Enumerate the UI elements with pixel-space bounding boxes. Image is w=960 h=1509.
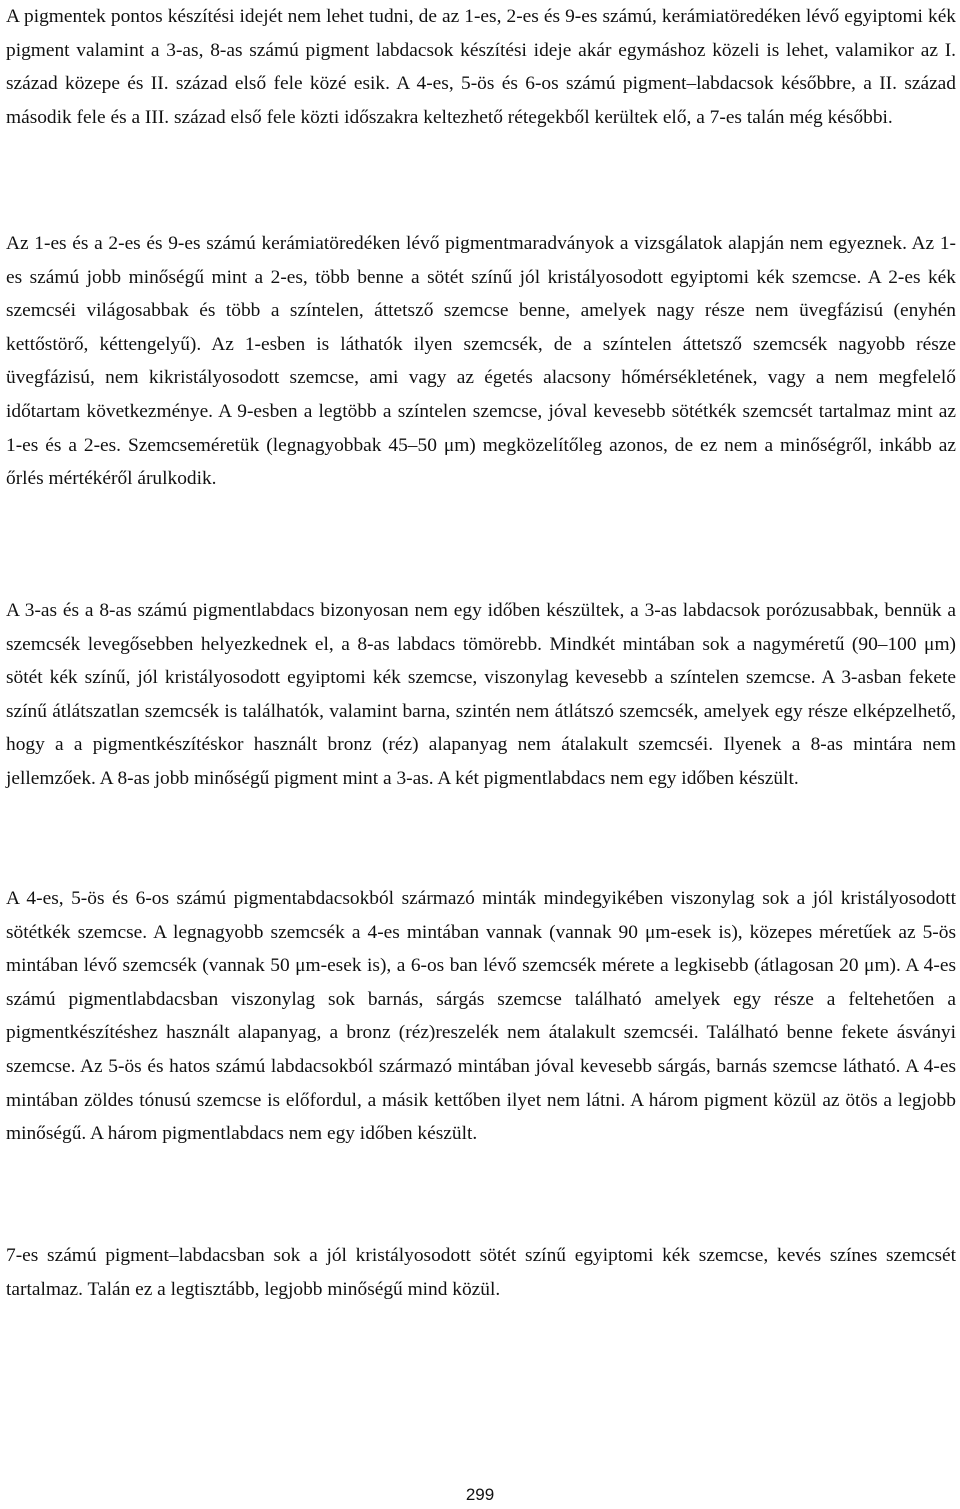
- paragraph-2: [6, 227, 956, 496]
- paragraph-5: [6, 1239, 956, 1306]
- paragraph-3: [6, 594, 956, 796]
- page-number: 299: [465, 1485, 495, 1504]
- paragraph-1: [6, 0, 956, 134]
- paragraph-2-text: Az 1-es és a 2-es és 9-es számú kerámiatöredéken lévő pigmentmaradványok a vizsgálatok alapján nem egyeznek. Az 1-es számú jobb minőségű mint a 2-es, több benne a sötét színű jól kristályosodott egyiptomi kék szemcse. A 2-es kék szemcséi világosabbak és több a színtelen, áttetsző szemcse benne, amelyek nagy része nem üvegfázisú (enyhén kettőstörő, kéttengelyű). Az 1-esben is láthatók ilyen szemcsék, de a színtelen áttetsző szemcsék nagyobb része üvegfázisú, nem kikristályosodott szemcse, ami vagy az égetés alacsony hőmérsékletének, vagy a nem megfelelő időtartam következménye. A 9-esben a legtöbb a színtelen szemcse, jóval kevesebb sötétkék szemcsét tartalmaz mint az 1-es és a 2-es. Szemcseméretük (legnagyobbak 45–50 μm) megközelítőleg azonos, de ez nem a minőségről, inkább az őrlés mértékéről árulkodik.: [6, 233, 956, 490]
- paragraph-5-text: 7-es számú pigment–labdacsban sok a jól kristályosodott sötét színű egyiptomi kék szemcse, kevés színes szemcsét tartalmaz. Talán ez a legtisztább, legjobb minőségű mind közül.: [6, 1245, 956, 1300]
- paragraph-4-text: A 4-es, 5-ös és 6-os számú pigmentabdacsokból származó minták mindegyikében viszonylag sok a jól kristályosodott sötétkék szemcse. A legnagyobb szemcsék a 4-es mintában vannak (vannak 90 μm-esek is), közepes méretűek az 5-ös mintában lévő szemcsék (vannak 50 μm-esek is), a 6-os ban lévő szemcsék mérete a legkisebb (átlagosan 20 μm). A 4-es számú pigmentlabdacsban viszonylag sok barnás, sárgás szemcse található amelyek egy része a feltehetően a pigmentkészítéshez használt alapanyag, a bronz (réz)reszelék nem átalakult szemcséi. Található benne fekete ásványi szemcse. Az 5-ös és hatos számú labdacsokból származó mintában jóval kevesebb sárgás, barnás szemcse látható. A 4-es mintában zöldes tónusú szemcse is előfordul, a másik kettőben ilyet nem látni. A három pigment közül az ötös a legjobb minőségű. A három pigmentlabdacs nem egy időben készült.: [6, 888, 956, 1145]
- paragraph-3-text: A 3-as és a 8-as számú pigmentlabdacs bizonyosan nem egy időben készültek, a 3-as labdacsok porózusabbak, bennük a szemcsék levegősebben helyezkednek el, a 8-as labdacs tömörebb. Mindkét mintában sok a nagyméretű (90–100 μm) sötét kék színű, jól kristályosodott egyiptomi kék szemcse, viszonylag kevesebb a színtelen szemcse. A 3-asban fekete színű átlátszatlan szemcsék is találhatók, valamint barna, szintén nem átlátszó szemcsék, amelyek egy része elképzelhető, hogy a a pigmentkészítéskor használt bronz (réz) alapanyag nem átalakult szemcséi. Ilyenek a 8-as mintára nem jellemzőek. A 8-as jobb minőségű pigment mint a 3-as. A két pigmentlabdacs nem egy időben készült.: [6, 600, 956, 789]
- paragraph-1-text: A pigmentek pontos készítési idejét nem lehet tudni, de az 1-es, 2-es és 9-es számú, kerámiatöredéken lévő egyiptomi kék pigment valamint a 3-as, 8-as számú pigment labdacsok készítési ideje akár egymáshoz közeli is lehet, valamikor az I. század közepe és II. század első fele közé esik. A 4-es, 5-ös és 6-os számú pigment–labdacsok későbbre, a II. század második fele és a III. század első fele közti időszakra keltezhető rétegekből kerültek elő, a 7-es talán még későbbi.: [6, 6, 956, 128]
- paragraph-4: [6, 882, 956, 1151]
